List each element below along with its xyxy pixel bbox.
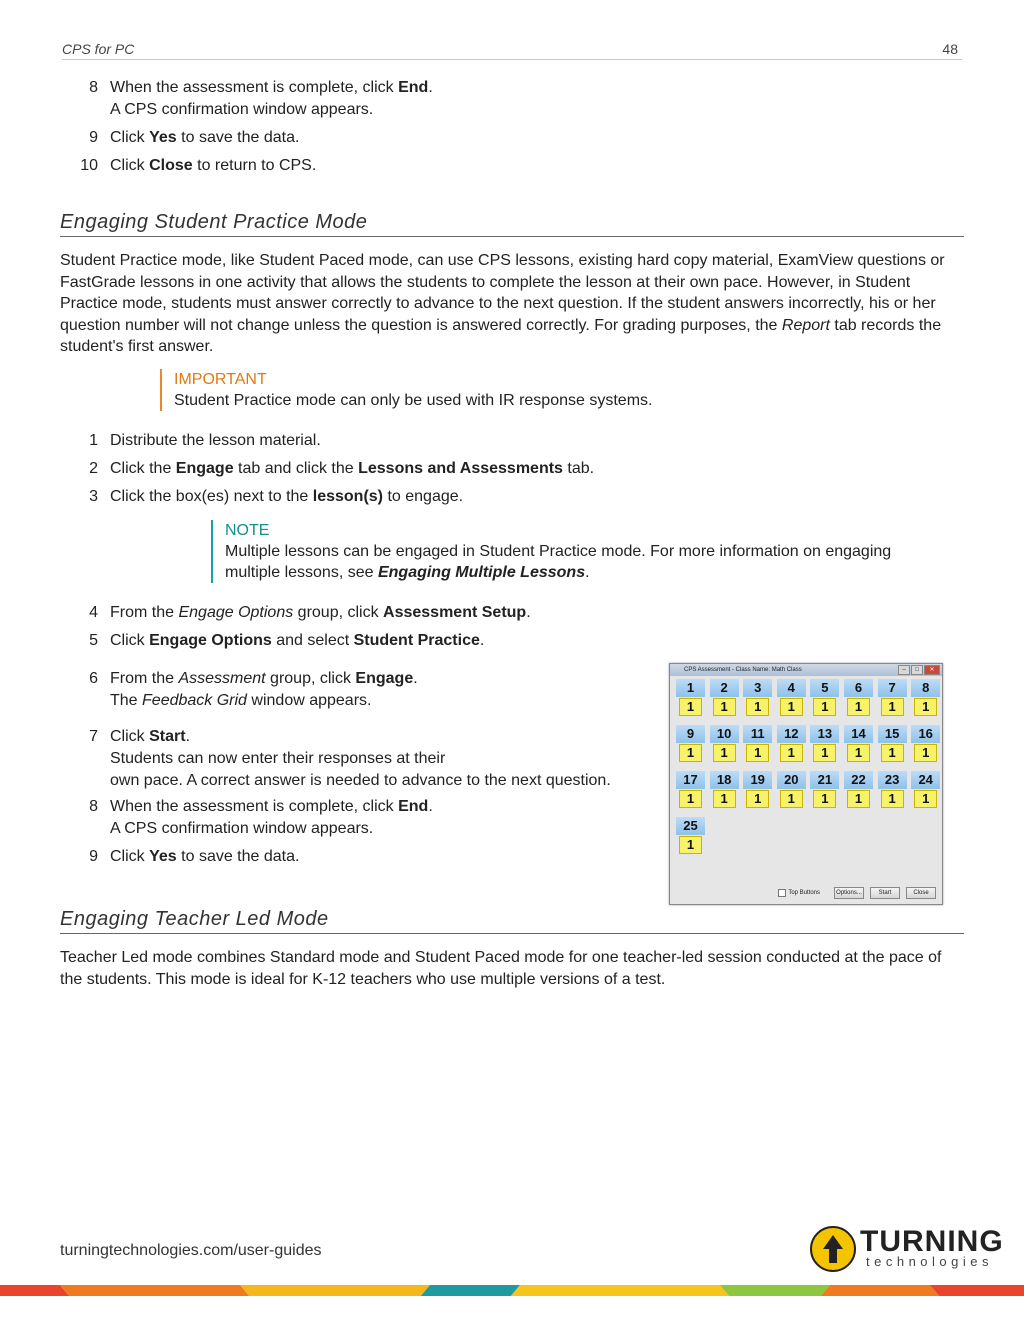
steps-middle	[62, 430, 962, 514]
logo-word-turning: TURNING	[860, 1225, 1004, 1258]
answer-count: 1	[679, 790, 702, 808]
grid-cell	[844, 725, 873, 761]
engaging-multiple-lessons-link[interactable]: Engaging Multiple Lessons	[377, 564, 586, 581]
question-number: 2	[710, 679, 739, 697]
important-text: Student Practice mode can only be used with IR response systems.	[174, 392, 653, 409]
grid-cell	[810, 771, 839, 807]
answer-count: 1	[914, 744, 937, 762]
window-buttons	[778, 887, 936, 899]
grid-cell	[710, 679, 739, 715]
step-item: 8 When the assessment is complete, click End. A CPS confirmation window appears.	[89, 79, 433, 118]
grid-cell	[710, 771, 739, 807]
question-number: 1	[676, 679, 705, 697]
question-number: 10	[710, 725, 739, 743]
question-number: 5	[810, 679, 839, 697]
grid-cell	[844, 771, 873, 807]
step-item: 6 From the Assessment group, click Engage. The Feedback Grid window appears.	[89, 670, 418, 709]
footer-stripe	[0, 1284, 1024, 1296]
question-number: 20	[777, 771, 806, 789]
steps-top	[62, 77, 962, 183]
answer-count: 1	[780, 698, 803, 716]
grid-cell	[878, 771, 907, 807]
step-item: 9 Click Yes to save the data.	[89, 129, 300, 146]
question-number: 15	[878, 725, 907, 743]
step-item: 4 From the Engage Options group, click Assessment Setup.	[89, 604, 531, 621]
important-callout	[160, 369, 652, 411]
feedback-grid-window	[669, 663, 943, 905]
section-heading-teacher-led: Engaging Teacher Led Mode	[60, 908, 964, 934]
grid-cell	[676, 725, 705, 761]
important-title: IMPORTANT	[174, 371, 267, 388]
note-callout	[211, 520, 925, 583]
question-number: 4	[777, 679, 806, 697]
answer-count: 1	[881, 790, 904, 808]
answer-count: 1	[746, 744, 769, 762]
grid-cell	[743, 679, 772, 715]
logo-arrow-icon	[810, 1226, 856, 1272]
answer-count: 1	[713, 790, 736, 808]
step-item: 10 Click Close to return to CPS.	[80, 157, 317, 174]
answer-count: 1	[847, 790, 870, 808]
grid-cell	[844, 679, 873, 715]
question-number: 17	[676, 771, 705, 789]
top-buttons-checkbox[interactable]: Top Buttons	[778, 889, 820, 897]
close-button[interactable]: Close	[906, 887, 936, 899]
grid-cell	[911, 725, 940, 761]
question-number: 9	[676, 725, 705, 743]
question-number: 19	[743, 771, 772, 789]
grid-cell	[676, 771, 705, 807]
answer-count: 1	[679, 836, 702, 854]
answer-count: 1	[914, 790, 937, 808]
grid-cell	[676, 679, 705, 715]
answer-count: 1	[746, 790, 769, 808]
answer-count: 1	[847, 744, 870, 762]
step-item: 9 Click Yes to save the data.	[89, 848, 300, 865]
step-item: 3 Click the box(es) next to the lesson(s) to engage.	[89, 488, 464, 505]
options-button[interactable]: Options...	[834, 887, 864, 899]
answer-count: 1	[813, 790, 836, 808]
question-number: 6	[844, 679, 873, 697]
answer-count: 1	[813, 698, 836, 716]
answer-count: 1	[881, 698, 904, 716]
question-number: 24	[911, 771, 940, 789]
answer-count: 1	[881, 744, 904, 762]
answer-count: 1	[780, 744, 803, 762]
page-header	[62, 41, 962, 60]
doc-title: CPS for PC	[62, 41, 135, 57]
question-number: 8	[911, 679, 940, 697]
start-button[interactable]: Start	[870, 887, 900, 899]
note-text: Multiple lessons can be engaged in Student Practice mode. For more information on engaging multiple lessons, see Engaging Multiple Lessons.	[225, 543, 892, 581]
grid-cell	[743, 771, 772, 807]
step-item: 1 Distribute the lesson material.	[89, 432, 321, 449]
question-number: 16	[911, 725, 940, 743]
minimize-icon[interactable]: –	[898, 665, 910, 675]
grid-cell	[810, 725, 839, 761]
close-icon[interactable]: ✕	[924, 665, 940, 675]
grid-cell	[743, 725, 772, 761]
grid-cell	[911, 679, 940, 715]
question-number: 21	[810, 771, 839, 789]
answer-count: 1	[813, 744, 836, 762]
question-number: 22	[844, 771, 873, 789]
page-number: 48	[942, 41, 958, 57]
grid-cell	[878, 725, 907, 761]
step-item: 7 Click Start. Students can now enter their responses at their own pace. A correct answer is needed to advance to the next question.	[89, 728, 611, 789]
grid-cell	[777, 771, 806, 807]
answer-count: 1	[713, 698, 736, 716]
grid-cell	[810, 679, 839, 715]
question-number: 3	[743, 679, 772, 697]
question-number: 13	[810, 725, 839, 743]
note-title: NOTE	[225, 522, 270, 539]
steps-engage-options	[62, 602, 962, 658]
grid-cell	[710, 725, 739, 761]
answer-count: 1	[679, 744, 702, 762]
grid-cell	[777, 725, 806, 761]
teacher-led-paragraph: Teacher Led mode combines Standard mode and Student Paced mode for one teacher-led session conducted at the pace of the students. This mode is ideal for K-12 teachers who use multiple versions of a test.	[60, 949, 942, 988]
question-number: 11	[743, 725, 772, 743]
grid-cell	[777, 679, 806, 715]
answer-count: 1	[914, 698, 937, 716]
question-number: 12	[777, 725, 806, 743]
question-number: 25	[676, 817, 705, 835]
question-number: 18	[710, 771, 739, 789]
answer-count: 1	[746, 698, 769, 716]
logo-word-technologies: technologies	[866, 1254, 993, 1269]
answer-count: 1	[713, 744, 736, 762]
steps-assessment	[62, 668, 662, 874]
question-number: 7	[878, 679, 907, 697]
answer-count: 1	[780, 790, 803, 808]
step-item: 8 When the assessment is complete, click End. A CPS confirmation window appears.	[89, 798, 433, 837]
answer-count: 1	[847, 698, 870, 716]
window-title-bar: CPS Assessment - Class Name: Math Class – □ ✕	[670, 664, 942, 676]
grid-cell	[911, 771, 940, 807]
turning-logo	[810, 1225, 1004, 1274]
step-item: 2 Click the Engage tab and click the Lessons and Assessments tab.	[89, 460, 595, 477]
grid-cell	[878, 679, 907, 715]
footer-url[interactable]: turningtechnologies.com/user-guides	[60, 1242, 322, 1259]
grid-cell	[676, 817, 705, 853]
question-number: 23	[878, 771, 907, 789]
section-heading-student-practice: Engaging Student Practice Mode	[60, 211, 964, 237]
maximize-icon[interactable]: □	[911, 665, 923, 675]
question-number: 14	[844, 725, 873, 743]
answer-count: 1	[679, 698, 702, 716]
step-item: 5 Click Engage Options and select Student Practice.	[89, 632, 485, 649]
student-practice-paragraph: Student Practice mode, like Student Paced mode, can use CPS lessons, existing hard copy material, ExamView questions or FastGrade lessons in one activity that allows the students to complete the lesson at their own pace. However, in Student Practice mode, students must answer correctly to advance to the next question. If the student answers incorrectly, his or her question number will not change unless the question is answered correctly. For grading purposes, the Report tab records the student's first answer.	[60, 252, 945, 355]
